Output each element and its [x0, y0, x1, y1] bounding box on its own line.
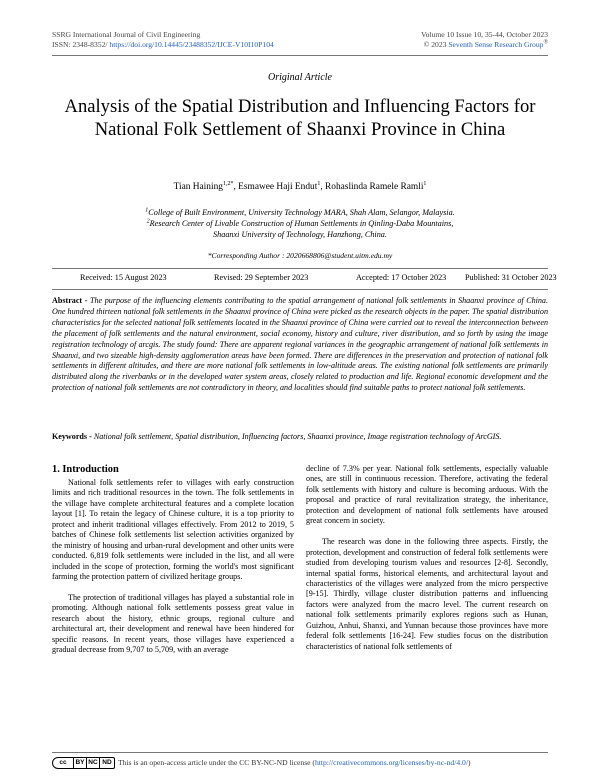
author-2: Esmawee Haji Endut	[238, 182, 318, 192]
registered-mark: ®	[543, 39, 548, 46]
affiliation-1	[0, 207, 600, 218]
cc-license-badge[interactable]	[52, 757, 115, 769]
abstract-label: Abstract -	[52, 296, 88, 305]
abstract	[52, 296, 548, 394]
affiliation-2-cont	[0, 229, 600, 240]
dates-row	[52, 273, 557, 285]
issn: ISSN: 2348-8352/	[52, 40, 108, 49]
license-footer	[52, 757, 548, 771]
by-icon: BY	[74, 757, 87, 769]
affiliation-1-text: College of Built Environment, University Technology MARA, Shah Alam, Selangor, Malaysia.	[148, 208, 455, 217]
date-revised: Revised: 29 September 2023	[214, 273, 309, 282]
nc-icon: NC	[87, 757, 100, 769]
paragraph: The research was done in the following three aspects. Firstly, the protection, development and construction of federal folk settlements were studied from developing tourism values and resources [2-8]. Secondly, internal spatial forms, historical elements, and architectural layout and characteristics of the villages were analyzed from the micro perspective [9-15]. Thirdly, village cluster distribution patterns and influencing factors were analyzed from the macro level. The current research on national folk settlements primarily explores regions such as Hunan, Guizhou, Anhui, Shanxi, and Yunnan because those provinces have more federal folk settlements [16-24]. Few studies focus on the distribution characteristics of national folk settlements of	[306, 537, 548, 651]
license-link[interactable]: http://creativecommons.org/licenses/by-nc-nd/4.0/	[314, 758, 468, 767]
footer-divider	[52, 752, 548, 753]
license-text-suffix: )	[467, 758, 471, 767]
left-column	[52, 478, 294, 666]
date-received: Received: 15 August 2023	[80, 273, 167, 282]
license-text	[118, 758, 470, 767]
keywords-text: National folk settlement, Spatial distribution, Influencing factors, Shaanxi province, Image registration technology of ArcGIS.	[91, 432, 502, 441]
affiliations	[0, 207, 600, 240]
author-2-affil: 1	[317, 180, 321, 187]
author-1: Tian Haining	[173, 182, 223, 192]
author-1-affil: 1,2*	[222, 180, 234, 187]
nd-icon: ND	[100, 757, 115, 769]
section-heading: 1. Introduction	[52, 464, 119, 475]
paper-title: Analysis of the Spatial Distribution and Influencing Factors for National Folk Settlement of Shaanxi Province in China	[64, 96, 536, 140]
abstract-text: The purpose of the influencing elements contributing to the spatial arrangement of national folk settlements in Shaanxi province of China. One hundred thirteen national folk settlements in the Shaanxi province of China were picked as the research objects in the paper. The spatial distribution characteristics for the selected national folk settlements located in the Shaanxi province of China were carried out to reveal the interconnection between the placement of folk settlements and the natural environment, social economy, history and culture, river distribution, and so forth by using the image registration technology of arcgis. The study found: There are apparent regional variances in the geographic arrangement of national folk settlements in Shaanxi, and two sizeable high-density agglomeration areas have been formed. There are differences in the preservation and protection of national folk settlements in different altitudes, and there are more national folk settlements in low-altitude areas. The existing national folk settlements are primarily distributed along the riverbanks or in the developed water system areas, closely related to production and life. Regional economic development and the protection of national folk settlements are not contradictory in theory, and localities should find suitable paths to protect national folk settlements.	[52, 296, 549, 393]
journal-name: SSRG International Journal of Civil Engineering	[52, 30, 201, 39]
affiliation-2-text-cont: Shaanxi University of Technology, Hanzhong, China.	[213, 230, 387, 239]
journal-header	[52, 30, 274, 50]
date-published: Published: 31 October 2023	[465, 273, 557, 282]
doi-link[interactable]: https://doi.org/10.14445/23488352/IJCE-V10I10P104	[109, 40, 274, 49]
publisher-link[interactable]: Seventh Sense Research Group	[448, 40, 544, 49]
author-list: Tian Haining$^{1,2*}$, Esmawee Haji Endut$^1$, Rohaslinda Ramele Ramli$^1$	[173, 180, 427, 192]
paragraph: National folk settlements refer to villages with early construction limits and rich traditional resources in the town. The folk settlements in the village have complete architectural features and a complete location layout [1]. To retain the legacy of Chinese culture, it is a top priority to protect and inherit traditional villages effectively. From 2012 to 2019, 5 batches of Chinese folk settlements list selection activities organized by the ministry of housing and urban-rural development and other units were conducted. 6,819 folk settlements were included in the list, and all were included in the scope of protection, forming the world's most significant farming the protection pattern of civilized heritage groups.	[52, 478, 294, 582]
author-3-affil: 1	[423, 180, 427, 187]
author-3: Rohaslinda Ramele Ramli	[325, 182, 424, 192]
affiliation-1-mark: 1	[145, 207, 149, 214]
affiliation-2-mark: 2	[146, 218, 150, 225]
keywords-label: Keywords -	[52, 432, 92, 441]
dates-top-divider	[52, 268, 548, 269]
copyright: © 2023	[423, 40, 447, 49]
article-type: Original Article	[268, 72, 332, 83]
volume-header	[421, 30, 548, 50]
paragraph: The protection of traditional villages has played a substantial role in promoting. Although national folk settlements possess great value in research about the history, ethnic groups, regional culture and architectural art, their development and renewal have been hindered for specific reasons. In recent years, those villages have experienced a gradual decrease from 9,707 to 5,709, with an average	[52, 592, 294, 655]
volume-info: Volume 10 Issue 10, 35-44, October 2023	[421, 30, 548, 39]
dates-bottom-divider	[52, 289, 548, 290]
keywords	[52, 432, 548, 443]
date-accepted: Accepted: 17 October 2023	[356, 273, 447, 282]
header-divider	[52, 55, 548, 56]
corresponding-author: *Corresponding Author : 2020668806@student.uitm.edu.my	[207, 251, 393, 260]
affiliation-2-text: Research Center of Livable Construction of Human Settlements in Qinling-Daba Mountains,	[149, 219, 454, 228]
right-column	[306, 464, 548, 663]
license-text-prefix: This is an open-access article under the CC BY-NC-ND license (	[118, 758, 315, 767]
paragraph: decline of 7.3% per year. National folk settlements, especially valuable ones, are still in continuous recession. Therefore, activating the federal folk settlements with history and culture is becoming arduous. With the proposal and practice of rural revitalization strategy, the inheritance, protection and development of national folk settlements have aroused great concern in society.	[306, 464, 548, 526]
cc-icon: cc	[52, 757, 74, 769]
affiliation-2	[0, 218, 600, 229]
